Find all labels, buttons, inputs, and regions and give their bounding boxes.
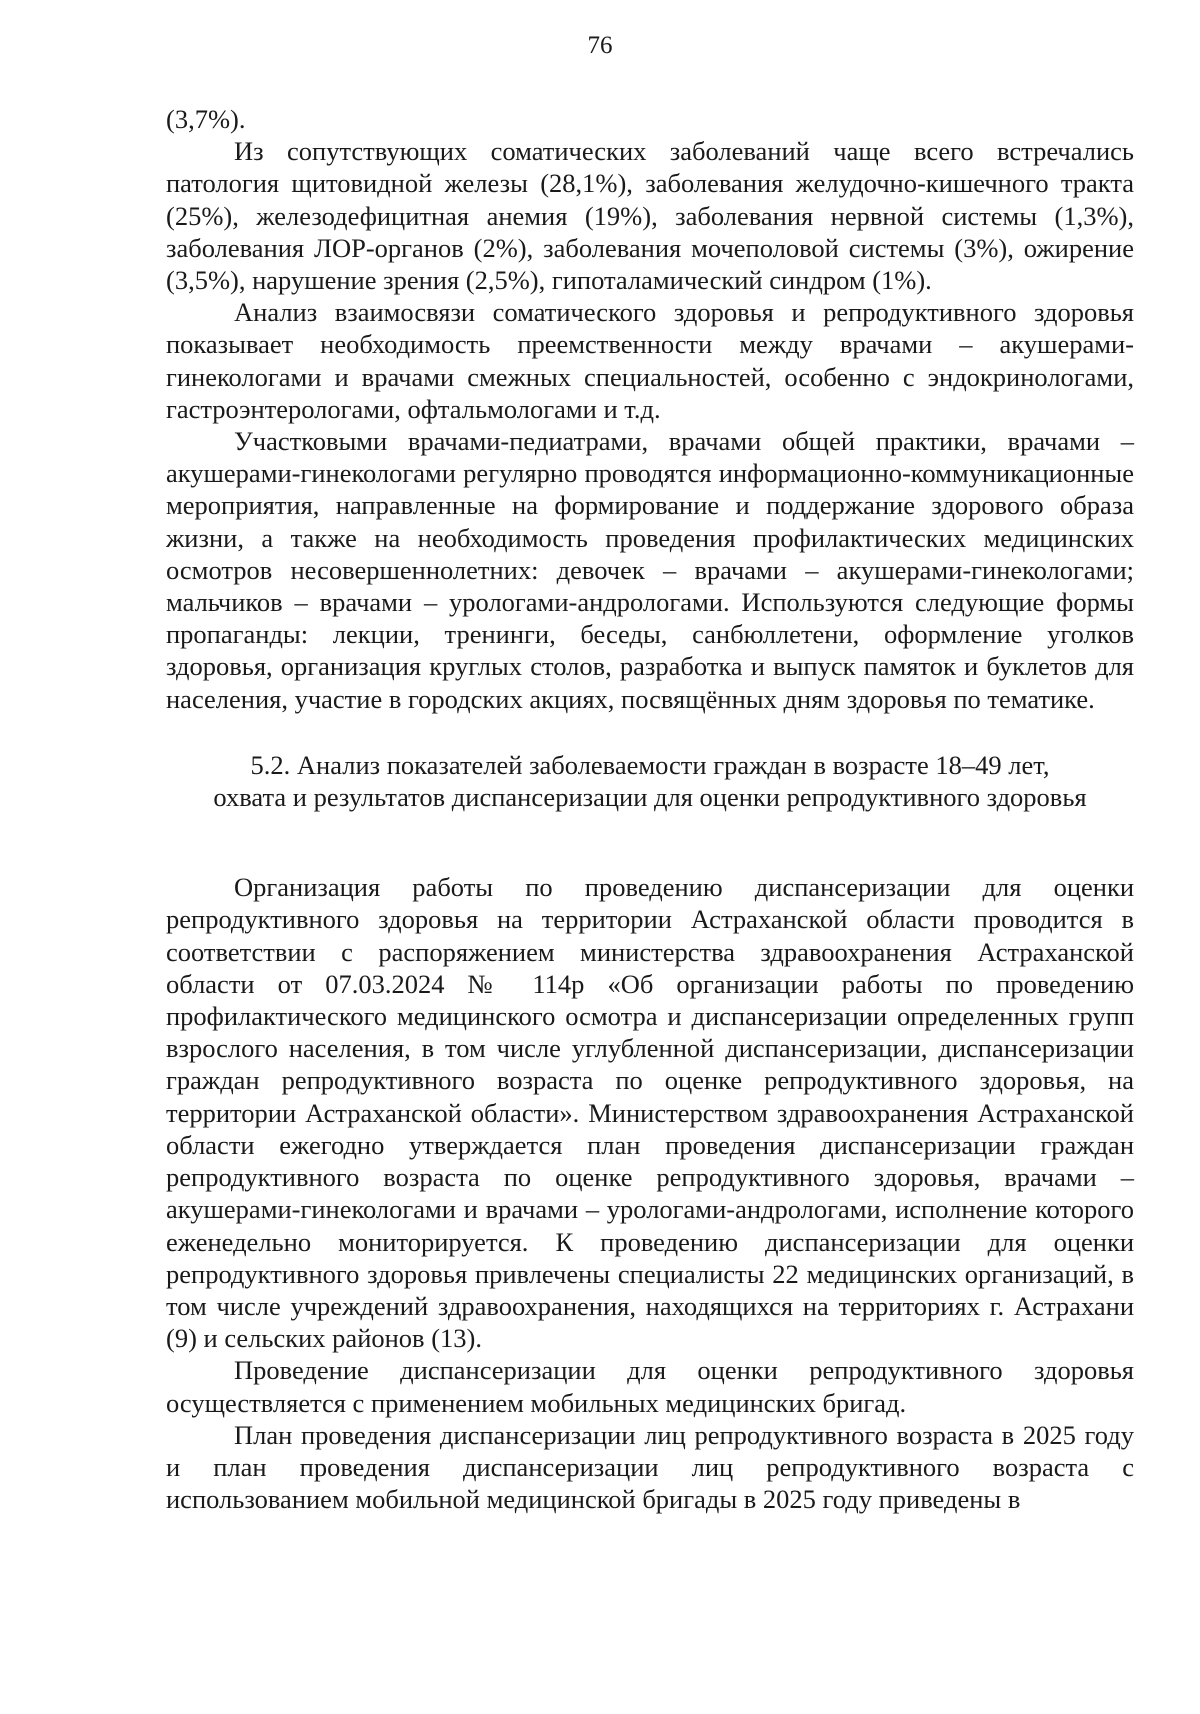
paragraph-organization: Организация работы по проведению диспансеризации для оценки репродуктивного здоровья на территории Астраханской области проводится в соответствии с распоряжением министерства здравоохранения Астраханской области от 07.03.2024 № 114р «Об организации работы по проведению профилактического медицинского осмотра и диспансеризации определенных групп взрослого населения, в том числе углубленной диспансеризации, диспансеризации граждан репродуктивного возраста по оценке репродуктивного здоровья, на территории Астраханской области». Министерством здравоохранения Астраханской области ежегодно утверждается план проведения диспансеризации граждан репродуктивного возраста по оценке репродуктивного здоровья, врачами – акушерами-гинекологами и врачами – урологами-андрологами, исполнение которого еженедельно мониторируется. К проведению диспансеризации для оценки репродуктивного здоровья привлечены специалисты 22 медицинских организаций, в том числе учреждений здравоохранения, находящихся на территориях г. Астрахани (9) и сельских районов (13). — [166, 872, 1134, 1354]
section-heading-line-2: охвата и результатов диспансеризации для оценки репродуктивного здоровья — [213, 782, 1087, 813]
section-heading-line-1: 5.2. Анализ показателей заболеваемости граждан в возрасте 18–49 лет, — [250, 749, 1050, 780]
paragraph-continuation: (3,7%). — [166, 104, 246, 134]
paragraph-communication-activities: Участковыми врачами-педиатрами, врачами общей практики, врачами – акушерами-гинекологами регулярно проводятся информационно-коммуникационные мероприятия, направленные на формирование и поддержание здорового образа жизни, а также на необходимость проведения профилактических медицинских осмотров несовершеннолетних: девочек – врачами – акушерами-гинекологами; мальчиков – врачами – урологами-андрологами. Используются следующие формы пропаганды: лекции, тренинги, беседы, санбюллетени, оформление уголков здоровья, организация круглых столов, разработка и выпуск памяток и буклетов для населения, участие в городских акциях, посвящённых дням здоровья по тематике. — [166, 426, 1134, 714]
paragraph-comorbidities: Из сопутствующих соматических заболеваний чаще всего встречались патология щитовидной железы (28,1%), заболевания желудочно-кишечного тракта (25%), железодефицитная анемия (19%), заболевания нервной системы (1,3%), заболевания ЛОР-органов (2%), заболевания мочеполовой системы (3%), ожирение (3,5%), нарушение зрения (2,5%), гипоталамический синдром (1%). — [166, 136, 1134, 296]
paragraph-plan-2025: План проведения диспансеризации лиц репродуктивного возраста в 2025 году и план проведения диспансеризации лиц репродуктивного возраста с использованием мобильной медицинской бригады в 2025 году приведены в — [166, 1419, 1134, 1515]
paragraph-mobile-teams: Проведение диспансеризации для оценки репродуктивного здоровья осуществляется с применением мобильных медицинских бригад. — [166, 1355, 1134, 1418]
section-heading — [166, 749, 1134, 813]
page-content — [166, 103, 1134, 1515]
paragraph-somatic-analysis: Анализ взаимосвязи соматического здоровья и репродуктивного здоровья показывает необходимость преемственности между врачами – акушерами-гинекологами и врачами смежных специальностей, особенно с эндокринологами, гастроэнтерологами, офтальмологами и т.д. — [166, 297, 1134, 424]
page-number: 76 — [587, 32, 613, 59]
